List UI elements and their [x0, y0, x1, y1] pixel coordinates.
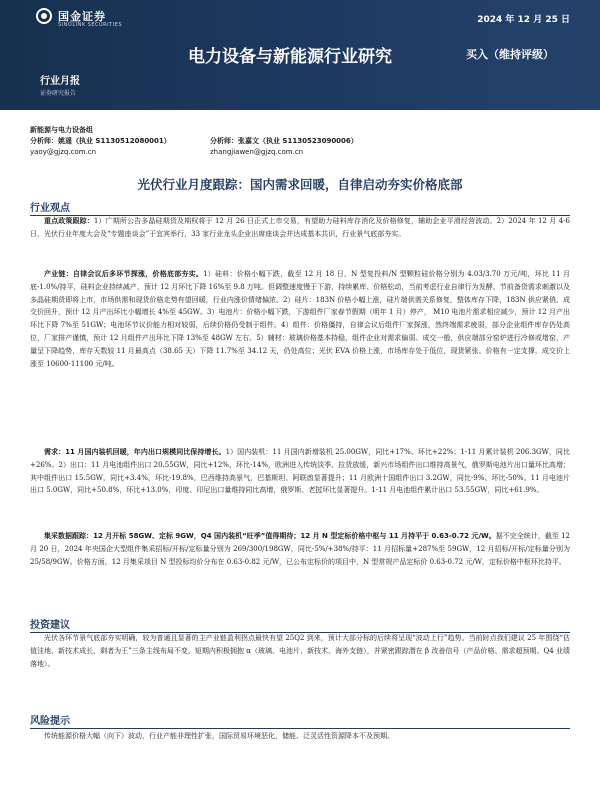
analyst-1	[30, 136, 171, 158]
report-header	[0, 0, 600, 110]
paragraph-lead: 产业链：自律会议后多环节探涨，价格底部夯实。	[44, 270, 204, 278]
section-heading-risk: 风险提示	[30, 712, 570, 729]
paragraph-lead: 需求：11 月国内装机回暖，年内出口规模同比保持增长。	[44, 448, 226, 456]
paragraph-text: 1）硅料：价格小幅下跌，截至 12 月 18 日，N 型复投料/N 型颗粒硅价格分别为 4.03/3.70 万元/吨，环比 11 月底-1.0%/持平，硅料企业持续减产，预计 12 月环比下降 16%至 9.8 万吨。但调整速度慢于下游，持续累库、价格松动，当前考虑行业自律行为发酵、节前备货需求刺激以及多晶硅期货即将上市，市场供需和现货价格走势有望回暖，行业内涨价情绪偏浓。2）硅片：183N 价格小幅上涨，硅片端供需关系修复，整体库存下降，183N 供应紧俏、成交价回升，预计 12 月产出环比小幅增长 4%至 45GW。3）电池片：价格小幅下跌，下游组件厂家春节假期（明年 1 月）停产， M10 电池片需求相应减少，预计 12 月产出环比下降 7%至 51GW；电池环节议价能力相对较弱，后续价格仍受制于组件。4）组件：价格僵持，自律会议后组件厂家探涨，然终端需求疲弱，部分企业组件库存仍处高位，厂家排产谨慎，预计 12 月组件产出环比下降 13%至 48GW 左右。5）辅材：玻璃价格基本持稳，组件企业对需求偏弱、成交一般，供应端部分窑炉进行冷修或堵窑，产量呈下降趋势，库存天数较 11 月最高点（38.65 天）下降 11.7%至 34.12 天，仍处高位；光伏 EVA 价格上涨，市场库存处于低位，现货紧张、价格有一定支撑，成交价上涨至 10600-11100 元/吨。	[30, 270, 570, 368]
logo-subtitle: SINOLINK SECURITIES	[58, 22, 122, 28]
paragraph-demand	[30, 446, 570, 497]
report-type: 行业月报	[40, 76, 80, 87]
paragraph-text: 据不完全统计，截至 12 月 20 日，2024 年央国企大型组件集采招标/开标/定标量分别为 269/300/198GW，同比-5%/+38%/持平：11 月招标量+287%至 59GW，12 月招标/开标/定标量分别为 25/58/9GW。价格方面，12 月集采项目 N 型投标均价分布在 0.63-0.82 元/W，已公布定标价的项目中，N 型常规产品定标价 0.63-0.72 元/W，定标价格中枢环比持平。	[30, 532, 570, 566]
paragraph-text: 1）国内装机：11 月国内新增装机 25.00GW，同比+17%、环比+22%；1-11 月累计装机 206.3GW，同比+26%。2）出口：11 月电池组件出口 20.55GW，同比+12%，环比-14%，欧洲进入传统淡季、拉货放缓，新兴市场组件出口维持高景气，俄罗斯电池片出口量环比高增；其中组件出口 15.5GW，同比+3.4%，环比-19.8%，巴西维持高景气，巴基斯坦、阿联酋显著提升；11 月欧洲十国组件出口 3.2GW，同比-9%、环比-50%。11 月电池片出口 5.0GW，同比+50.8%，环比+13.0%，印度、印尼出口量维持同比高增，俄罗斯、老挝环比显著提升。1-11 月电池组件累计出口 53.55GW，同比+61.9%。	[30, 448, 570, 495]
paragraph-lead: 重点政策跟踪：	[44, 217, 94, 225]
report-date: 2024 年 12 月 25 日	[477, 15, 570, 25]
report-subtype: 证券研究报告	[40, 90, 77, 97]
rating-label: 买入（维持评级）	[466, 48, 554, 61]
paragraph-procurement	[30, 530, 570, 568]
analyst-1-email[interactable]: yaoy@gjzq.com.cn	[30, 148, 97, 156]
paragraph-supply-chain	[30, 268, 570, 370]
paragraph-policy	[30, 215, 570, 241]
analyst-2-email[interactable]: zhangjiawen@gjzq.com.cn	[210, 148, 304, 156]
analyst-2	[210, 136, 358, 158]
analyst-1-label: 分析师：姚遥（执业 S1130512080001）	[30, 137, 171, 145]
paragraph-advice: 光伏各环节景气底部夯实明确，较为普通且显著的主产业链盈利拐点最快有望 25Q2 到来，预计大部分标的后续将呈现“波动上行”趋势。当前时点我们建议 25 年围绕“估值洼地、新技术成长、剩者为王”三条主线布局不变，短期内积极拥抱 α（玻璃、电池片、新技术、海外支链），并紧密跟踪潜在 β 改善信号（产品价格、需求超预期、Q4 业绩落地）。	[30, 634, 570, 668]
paragraph-lead: 集采数据跟踪：12 月开标 58GW、定标 9GW，Q4 国内装机“旺季”值得期待；12 月 N 型定标价格中枢与 11 月持平于 0.63-0.72 元/W。	[44, 532, 496, 540]
document-title: 光伏行业月度跟踪：国内需求回暖，自律启动夯实价格底部	[137, 177, 463, 192]
section-heading-views: 行业观点	[30, 199, 570, 216]
paragraph-risk: 传统能源价格大幅（向下）波动，行业产能非理性扩张，国际贸易环境恶化，储能、泛灵活性资源降本不及预期。	[44, 732, 394, 740]
report-title: 电力设备与新能源行业研究	[188, 47, 392, 67]
section-heading-advice: 投资建议	[30, 616, 570, 633]
logo-icon	[36, 8, 52, 24]
sector-label: 新能源与电力设备组	[30, 126, 93, 134]
paragraph-text: 1）广期所公告多晶硅期货及期权将于 12 月 26 日正式上市交易，有望助力硅料库存消化及价格修复，辅助企业平滑经营波动。2）2024 年 12 月 4-6 日，光伏行业年度大会及“专题座谈会”于宜宾举行，33 家行业龙头企业出席座谈会并达成基本共识，行业景气底部夯实。	[30, 217, 570, 238]
logo-text: 国金证券	[58, 10, 106, 23]
analyst-2-label: 分析师：张嘉文（执业 S1130523090006）	[210, 137, 358, 145]
